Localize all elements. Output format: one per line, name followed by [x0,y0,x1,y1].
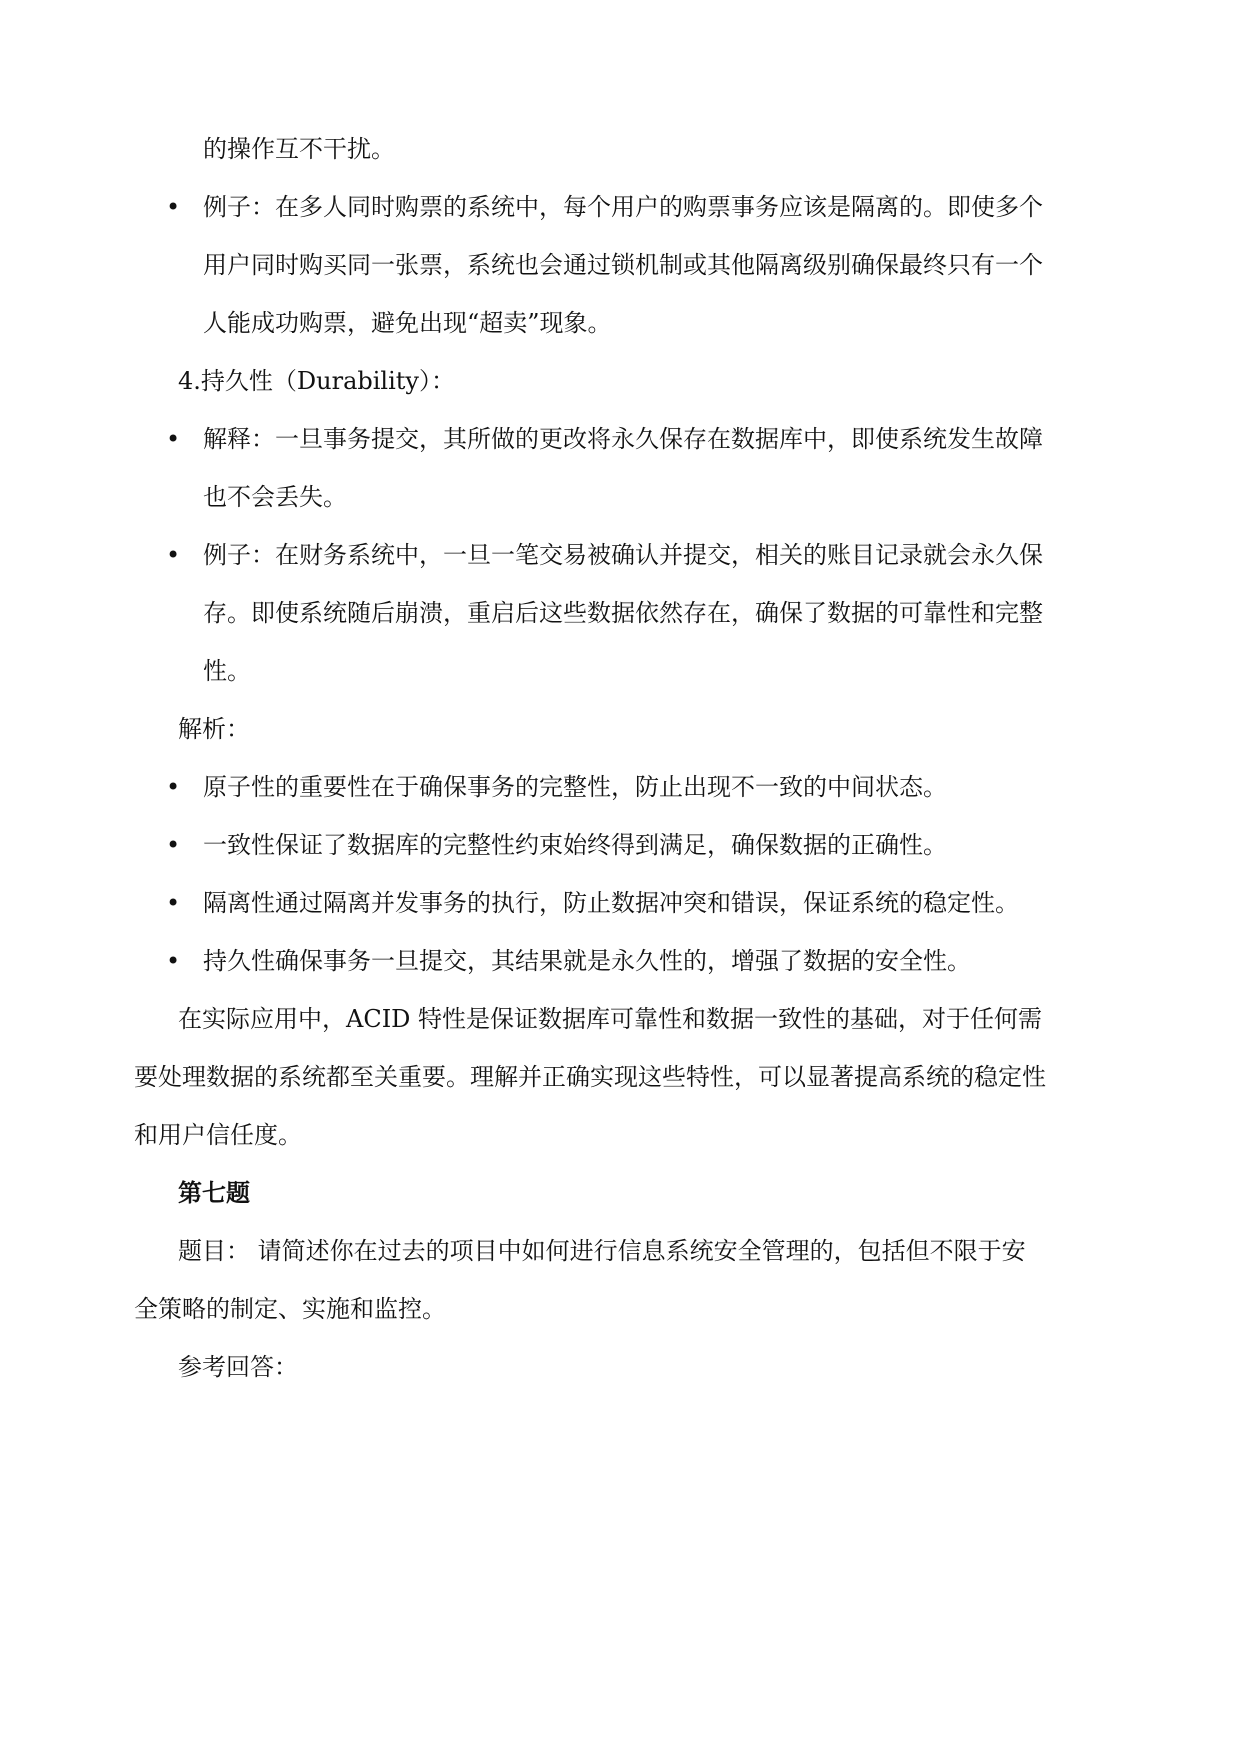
analysis-bullet-4: • [166,947,181,975]
analysis-bullet-3: • [166,889,181,917]
durability-heading: 4.持久性（Durability）： [178,367,455,395]
conclusion-line-1: 在实际应用中，ACID 特性是保证数据库可靠性和数据一致性的基础，对于任何需 [178,1005,1043,1033]
analysis-item-2: 一致性保证了数据库的完整性约束始终得到满足，确保数据的正确性。 [203,831,947,859]
analysis-bullet-1: • [166,773,181,801]
durability-example-bullet: • [166,541,181,569]
isolation-example-line-3: 人能成功购票，避免出现“超卖”现象。 [203,309,612,337]
isolation-example-line-2: 用户同时购买同一张票，系统也会通过锁机制或其他隔离级别确保最终只有一个 [203,251,1043,279]
analysis-item-3: 隔离性通过隔离并发事务的执行，防止数据冲突和错误，保证系统的稳定性。 [203,889,1019,917]
analysis-item-1: 原子性的重要性在于确保事务的完整性，防止出现不一致的中间状态。 [203,773,947,801]
isolation-example-bullet: • [166,193,181,221]
durability-explain-line-1: 解释：一旦事务提交，其所做的更改将永久保存在数据库中，即使系统发生故障 [203,425,1043,453]
isolation-tail-line: 的操作互不干扰。 [203,135,395,163]
analysis-bullet-2: • [166,831,181,859]
question-title: 第七题 [178,1178,250,1207]
question-line-2: 全策略的制定、实施和监控。 [134,1295,446,1323]
question-line-1: 题目： 请简述你在过去的项目中如何进行信息系统安全管理的，包括但不限于安 [178,1237,1026,1265]
durability-example-line-3: 性。 [203,657,251,685]
isolation-example-line-1: 例子：在多人同时购票的系统中，每个用户的购票事务应该是隔离的。即使多个 [203,193,1043,221]
durability-example-line-2: 存。即使系统随后崩溃，重启后这些数据依然存在，确保了数据的可靠性和完整 [203,599,1043,627]
conclusion-line-3: 和用户信任度。 [134,1121,302,1149]
conclusion-line-2: 要处理数据的系统都至关重要。理解并正确实现这些特性，可以显著提高系统的稳定性 [134,1063,1046,1091]
durability-explain-bullet: • [166,425,181,453]
analysis-item-4: 持久性确保事务一旦提交，其结果就是永久性的，增强了数据的安全性。 [203,947,971,975]
durability-explain-line-2: 也不会丢失。 [203,483,347,511]
answer-heading: 参考回答： [178,1353,298,1381]
durability-example-line-1: 例子：在财务系统中，一旦一笔交易被确认并提交，相关的账目记录就会永久保 [203,541,1043,569]
analysis-heading: 解析： [178,715,250,743]
